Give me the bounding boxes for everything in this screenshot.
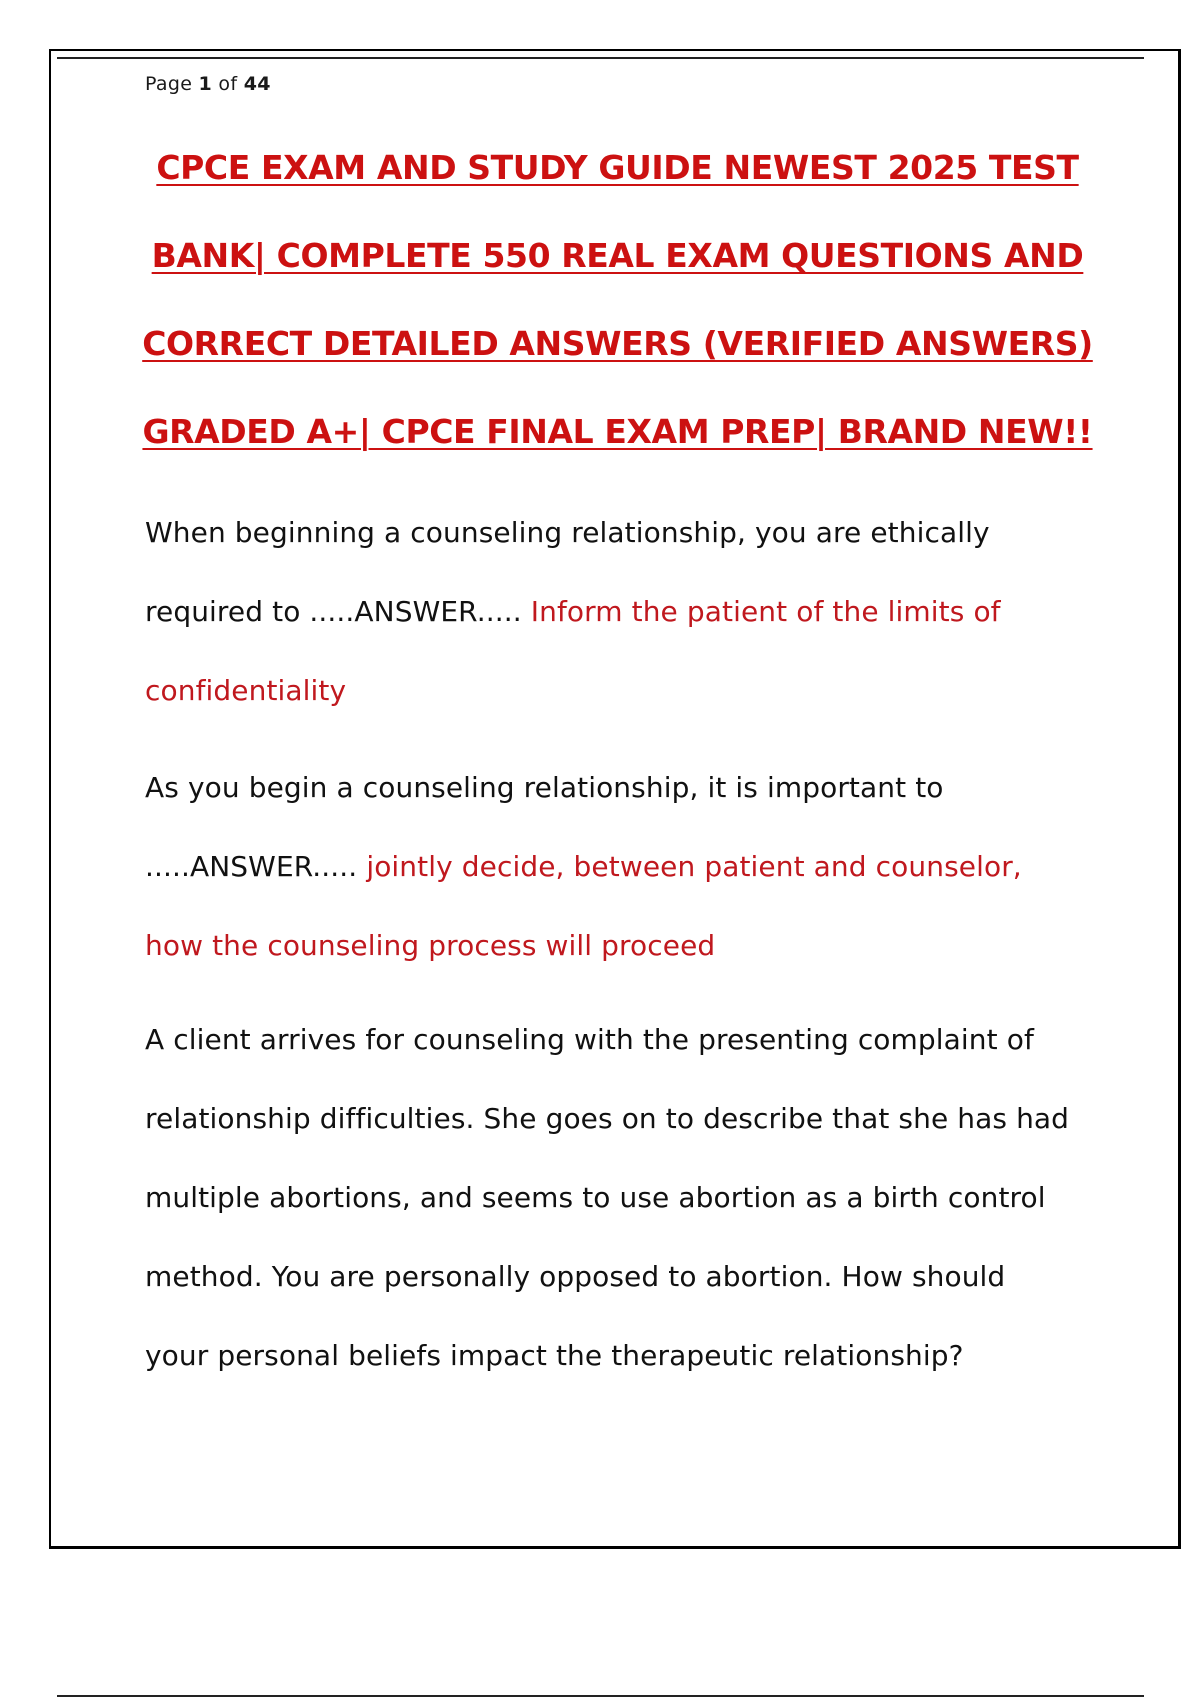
page-of: of — [218, 73, 238, 95]
answer-text: Inform the patient of the limits of — [530, 595, 1001, 628]
question-text: required to .....ANSWER..... — [145, 595, 531, 628]
title-line-text: GRADED A+| CPCE FINAL EXAM PREP| BRAND NEW!! — [142, 412, 1093, 451]
document-title — [130, 140, 1105, 492]
question-line: your personal beliefs impact the therapeutic relationship? — [145, 1339, 964, 1372]
title-line-text: CORRECT DETAILED ANSWERS (VERIFIED ANSWERS) — [142, 324, 1093, 363]
question-line: A client arrives for counseling with the presenting complaint of — [145, 1023, 1034, 1056]
question-line: As you begin a counseling relationship, it is important to — [145, 771, 944, 804]
page-total: 44 — [243, 73, 271, 95]
answer-line: confidentiality — [145, 674, 347, 707]
qa-item-1 — [145, 510, 1105, 747]
page-prefix: Page — [145, 73, 193, 95]
title-line — [130, 140, 1105, 228]
qa-item-3 — [145, 1017, 1105, 1412]
page-number — [145, 73, 271, 95]
answer-text: jointly decide, between patient and counselor, — [366, 850, 1022, 883]
title-line — [130, 316, 1105, 404]
question-answer-line — [145, 844, 1105, 923]
title-line-text: BANK| COMPLETE 550 REAL EXAM QUESTIONS AND — [151, 236, 1084, 275]
bottom-rule — [57, 1695, 1144, 1697]
question-line: When beginning a counseling relationship, you are ethically — [145, 516, 990, 549]
question-line: multiple abortions, and seems to use abortion as a birth control — [145, 1181, 1046, 1214]
top-rule — [57, 57, 1144, 59]
question-line: method. You are personally opposed to abortion. How should — [145, 1260, 1006, 1293]
title-line — [130, 228, 1105, 316]
answer-line: how the counseling process will proceed — [145, 929, 716, 962]
title-line-text: CPCE EXAM AND STUDY GUIDE NEWEST 2025 TEST — [156, 148, 1079, 187]
page-current: 1 — [198, 73, 213, 95]
question-answer-line — [145, 589, 1105, 668]
qa-item-2 — [145, 765, 1105, 1002]
question-text: .....ANSWER..... — [145, 850, 367, 883]
title-line — [130, 404, 1105, 492]
question-line: relationship difficulties. She goes on to describe that she has had — [145, 1102, 1070, 1135]
